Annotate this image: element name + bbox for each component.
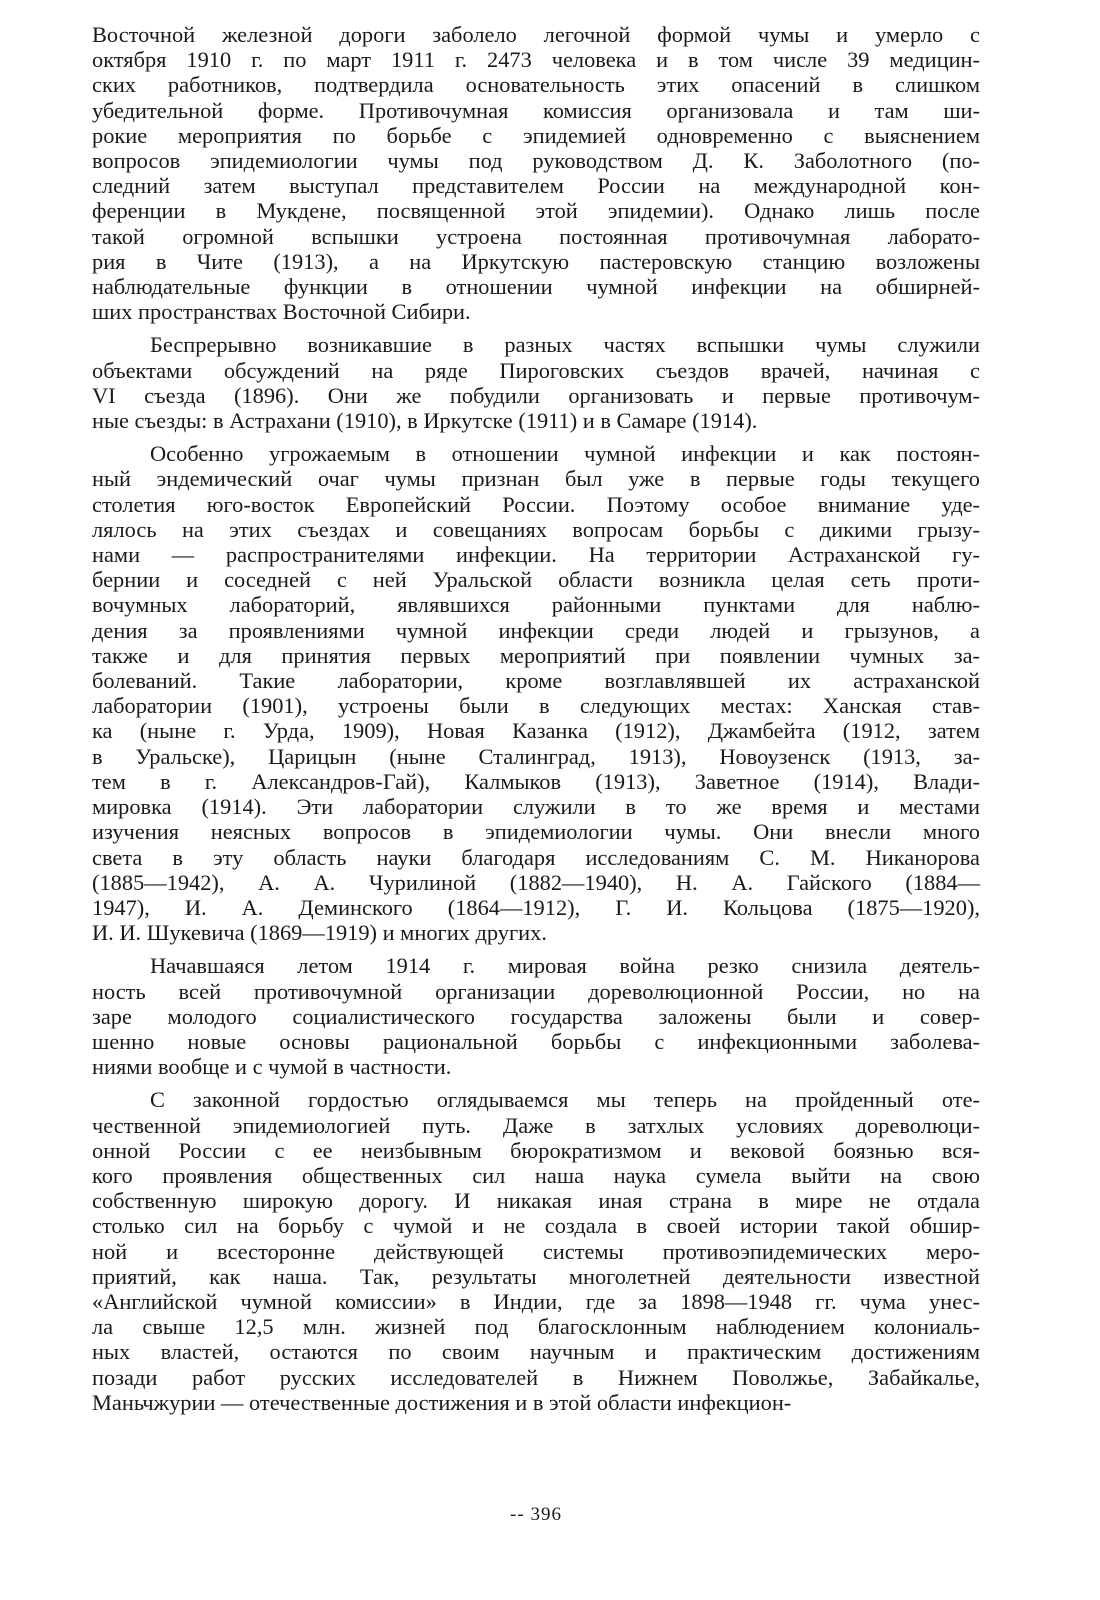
document-body (92, 22, 980, 1415)
text-line: Восточной железной дороги заболело легочной формой чумы и умерло с (92, 22, 980, 47)
text-line: вочумных лабораторий, являвшихся районными пунктами для наблю- (92, 592, 980, 618)
text-line: С законной гордостью оглядываемся мы теперь на пройденный оте- (150, 1087, 980, 1113)
text-line: болеваний. Такие лаборатории, кроме возглавлявшей их астраханской (92, 668, 980, 694)
text-line: мировка (1914). Эти лаборатории служили в то же время и местами (92, 794, 980, 820)
paragraph (92, 441, 980, 945)
text-line: изучения неясных вопросов в эпидемиологии чумы. Они внесли много (92, 819, 980, 845)
text-line: Маньчжурии — отечественные достижения и в этой области инфекцион- (92, 1389, 792, 1415)
text-line: лаборатории (1901), устроены были в следующих местах: Ханская став- (92, 693, 980, 719)
text-line: позади работ русских исследователей в Нижнем Поволжье, Забайкалье, (92, 1364, 980, 1390)
text-line: рия в Чите (1913), а на Иркутскую пастеровскую станцию возложены (92, 248, 980, 274)
text-line: приятий, как наша. Так, результаты многолетней деятельности известной (92, 1263, 980, 1289)
text-line: ференции в Мукдене, посвященной этой эпидемии). Однако лишь после (92, 198, 980, 224)
text-line: ные съезды: в Астрахани (1910), в Иркутске (1911) и в Самаре (1914). (92, 408, 758, 434)
text-line: наблюдательные функции в отношении чумной инфекции на обширней- (92, 274, 980, 300)
text-line: ниями вообще и с чумой в частности. (92, 1054, 452, 1080)
document-page (92, 22, 980, 1582)
text-line: собственную широкую дорогу. И никакая иная страна в мире не отдала (92, 1188, 980, 1214)
page-number: -- 396 (510, 1504, 562, 1525)
text-line: объектами обсуждений на ряде Пироговских съездов врачей, начиная с (92, 357, 980, 383)
text-line: (1885—1942), А. А. Чурилиной (1882—1940), Н. А. Гайского (1884— (92, 869, 980, 895)
text-line: убедительной форме. Противочумная комиссия организовала и там ши- (92, 97, 980, 123)
text-line: 1947), И. А. Деминского (1864—1912), Г. И. Кольцова (1875—1920), (92, 894, 980, 920)
text-line: ный эндемический очаг чумы признан был уже в первые годы текущего (92, 466, 980, 492)
text-line: столетия юго-восток Европейский России. Поэтому особое внимание уде- (92, 491, 980, 517)
text-line: ка (ныне г. Урда, 1909), Новая Казанка (1912), Джамбейта (1912, затем (92, 718, 980, 744)
text-line: света в эту область науки благодаря исследованиям С. М. Никанорова (92, 844, 980, 870)
text-line: ной и всесторонне действующей системы противоэпидемических меро- (92, 1238, 980, 1264)
text-line: шенно новые основы рациональной борьбы с инфекционными заболева- (92, 1028, 980, 1054)
paragraph (92, 332, 980, 433)
text-line: ность всей противочумной организации дореволюционной России, но на (92, 978, 980, 1004)
text-line: И. И. Шукевича (1869—1919) и многих других. (92, 920, 547, 946)
text-line: кого проявления общественных сил наша наука сумела выйти на свою (92, 1162, 980, 1188)
text-line: заре молодого социалистического государства заложены были и совер- (92, 1003, 980, 1029)
text-line: в Уральске), Царицын (ныне Сталинград, 1913), Новоузенск (1913, за- (92, 743, 980, 769)
text-line: вопросов эпидемиологии чумы под руководством Д. К. Заболотного (по- (92, 148, 980, 174)
text-line: Особенно угрожаемым в отношении чумной инфекции и как постоян- (150, 441, 980, 467)
text-line: бернии и соседней с ней Уральской области возникла целая сеть проти- (92, 567, 980, 593)
paragraph (92, 22, 980, 324)
text-line: рокие мероприятия по борьбе с эпидемией одновременно с выяснением (92, 122, 980, 148)
text-line: тем в г. Александров-Гай), Калмыков (1913), Заветное (1914), Влади- (92, 768, 980, 794)
text-line: октября 1910 г. по март 1911 г. 2473 человека и в том числе 39 медицин- (92, 47, 980, 73)
text-line: ла свыше 12,5 млн. жизней под благосклонным наблюдением колониаль- (92, 1314, 980, 1340)
paragraph (92, 953, 980, 1079)
text-line: ных властей, остаются по своим научным и практическим достижениям (92, 1339, 980, 1365)
text-line: Беспрерывно возникавшие в разных частях вспышки чумы служили (150, 332, 980, 358)
text-line: «Английской чумной комиссии» в Индии, где за 1898—1948 гг. чума унес- (92, 1288, 980, 1314)
paragraph (92, 1087, 980, 1415)
text-line: ских работников, подтвердила основательность этих опасений в слишком (92, 72, 980, 98)
text-line: дения за проявлениями чумной инфекции среди людей и грызунов, а (92, 617, 980, 643)
text-line: также и для принятия первых мероприятий при появлении чумных за- (92, 642, 980, 668)
text-line: VI съезда (1896). Они же побудили организовать и первые противочум- (92, 382, 980, 408)
text-line: Начавшаяся летом 1914 г. мировая война резко снизила деятель- (150, 953, 980, 979)
text-line: столько сил на борьбу с чумой и не создала в своей истории такой обшир- (92, 1213, 980, 1239)
text-line: нами — распространителями инфекции. На территории Астраханской гу- (92, 542, 980, 568)
text-line: лялось на этих съездах и совещаниях вопросам борьбы с дикими грызу- (92, 516, 980, 542)
text-line: такой огромной вспышки устроена постоянная противочумная лаборато- (92, 223, 980, 249)
text-line: чественной эпидемиологией путь. Даже в затхлых условиях дореволюци- (92, 1112, 980, 1138)
text-line: следний затем выступал представителем России на международной кон- (92, 173, 980, 199)
text-line: онной России с ее неизбывным бюрократизмом и вековой боязнью вся- (92, 1137, 980, 1163)
text-line: ших пространствах Восточной Сибири. (92, 299, 471, 325)
